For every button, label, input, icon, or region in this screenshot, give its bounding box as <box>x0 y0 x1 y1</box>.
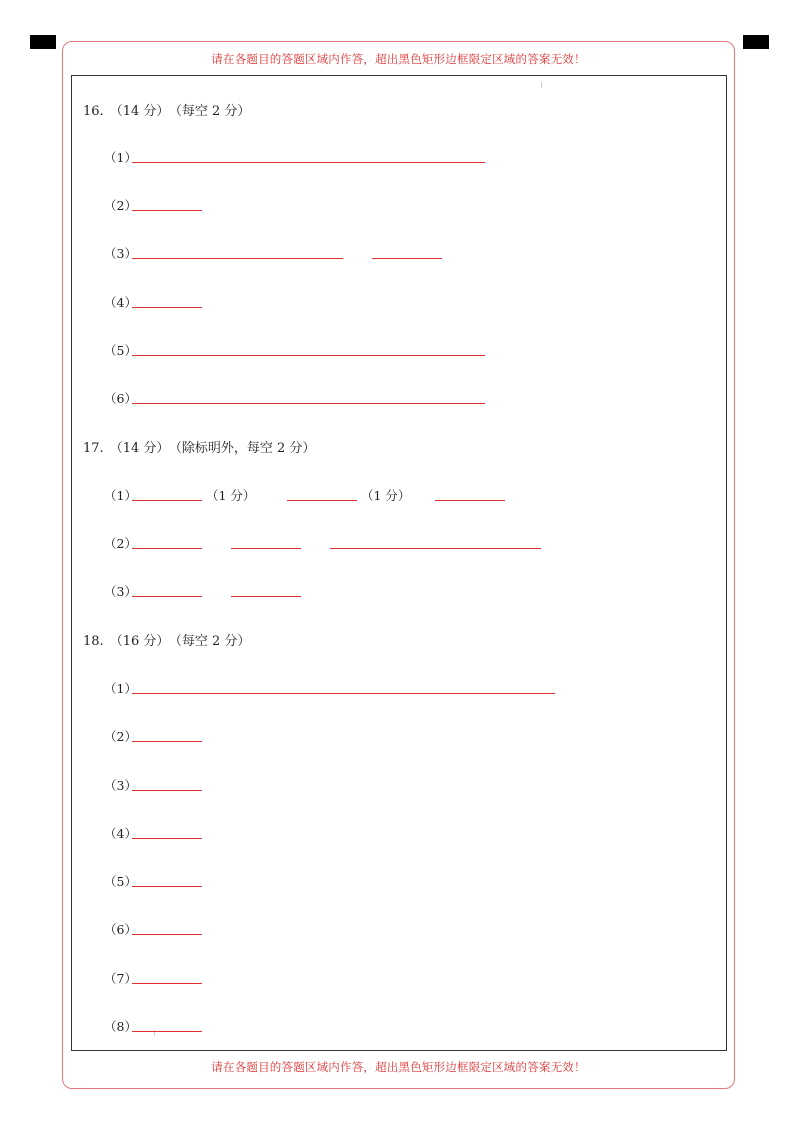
q17-answer-line-2b[interactable] <box>231 548 301 549</box>
q18-answer-line-3[interactable] <box>132 790 202 791</box>
q16-answer-line-4[interactable] <box>132 307 202 308</box>
q16-label-2: （2） <box>104 198 137 213</box>
question-number: 18. <box>83 634 104 649</box>
q16-answer-line-1[interactable] <box>132 162 485 163</box>
question-16-header <box>83 100 256 119</box>
question-score: （16 分） <box>109 634 170 649</box>
question-number: 16. <box>83 104 104 119</box>
q18-label-6: （6） <box>104 922 137 937</box>
warning-text-top: 请在各题目的答题区域内作答，超出黑色矩形边框限定区域的答案无效！ <box>211 52 586 66</box>
q18-answer-line-4[interactable] <box>132 838 202 839</box>
q17-answer-line-2c[interactable] <box>330 548 541 549</box>
q18-answer-line-5[interactable] <box>132 886 202 887</box>
q18-answer-line-1[interactable] <box>132 693 555 694</box>
q17-answer-line-1b[interactable] <box>287 500 357 501</box>
q17-label-3: （3） <box>104 584 137 599</box>
question-number: 17. <box>83 441 104 456</box>
q18-answer-line-7[interactable] <box>132 983 202 984</box>
answer-area-frame <box>71 75 727 1051</box>
question-instruction: （除标明外，每空 2 分） <box>175 441 316 456</box>
question-18-header <box>83 630 256 649</box>
question-instruction: （每空 2 分） <box>175 634 251 649</box>
q18-label-7: （7） <box>104 971 137 986</box>
q16-answer-line-3a[interactable] <box>132 258 343 259</box>
q16-answer-line-6[interactable] <box>132 403 485 404</box>
q16-label-6: （6） <box>104 391 137 406</box>
q18-answer-line-8[interactable] <box>132 1031 202 1032</box>
q16-answer-line-3b[interactable] <box>372 258 442 259</box>
q17-answer-line-1c[interactable] <box>435 500 505 501</box>
q17-label-1: （1） <box>104 488 137 503</box>
q16-label-5: （5） <box>104 343 137 358</box>
q16-label-1: （1） <box>104 150 137 165</box>
registration-mark-right <box>743 35 769 49</box>
q17-score-note-2: （1 分） <box>361 488 411 503</box>
q18-label-2: （2） <box>104 729 137 744</box>
q16-label-4: （4） <box>104 295 137 310</box>
q17-answer-line-1a[interactable] <box>132 500 202 501</box>
q17-answer-line-3a[interactable] <box>132 596 202 597</box>
q17-score-note-1: （1 分） <box>206 488 256 503</box>
q17-answer-line-2a[interactable] <box>132 548 202 549</box>
q18-answer-line-6[interactable] <box>132 934 202 935</box>
q18-label-4: （4） <box>104 826 137 841</box>
q16-answer-line-5[interactable] <box>132 355 485 356</box>
q18-label-5: （5） <box>104 874 137 889</box>
question-17-header <box>83 437 321 456</box>
registration-mark-left <box>30 35 56 49</box>
question-instruction: （每空 2 分） <box>175 104 251 119</box>
scan-tick <box>541 82 542 88</box>
q18-answer-line-2[interactable] <box>132 741 202 742</box>
q17-label-2: （2） <box>104 536 137 551</box>
q18-label-1: （1） <box>104 681 137 696</box>
question-score: （14 分） <box>109 441 170 456</box>
q16-answer-line-2[interactable] <box>132 210 202 211</box>
question-score: （14 分） <box>109 104 170 119</box>
q18-label-3: （3） <box>104 778 137 793</box>
warning-text-bottom: 请在各题目的答题区域内作答，超出黑色矩形边框限定区域的答案无效！ <box>211 1060 586 1074</box>
q17-answer-line-3b[interactable] <box>231 596 301 597</box>
q18-label-8: （8） <box>104 1019 137 1034</box>
q16-label-3: （3） <box>104 246 137 261</box>
